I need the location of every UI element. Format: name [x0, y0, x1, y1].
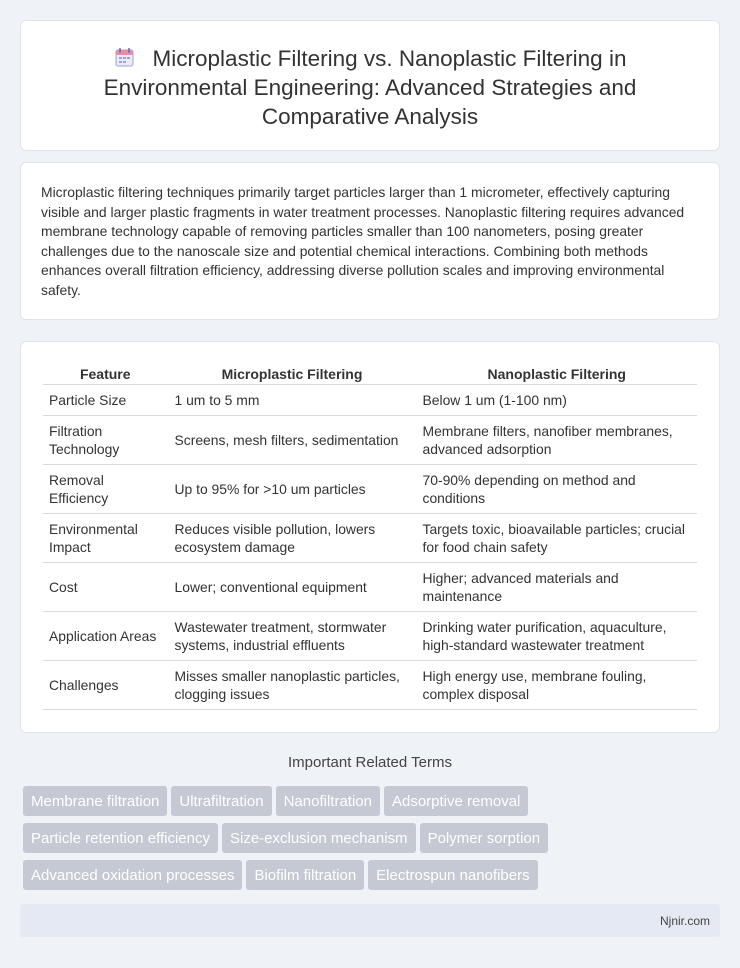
cell-nanoplastic: Below 1 um (1-100 nm)	[416, 385, 697, 416]
cell-microplastic: Misses smaller nanoplastic particles, clogging issues	[168, 661, 416, 710]
term-tag[interactable]: Adsorptive removal	[384, 786, 528, 816]
cell-feature: Environmental Impact	[43, 514, 168, 563]
footer	[20, 904, 720, 937]
cell-microplastic: Up to 95% for >10 um particles	[168, 465, 416, 514]
cell-nanoplastic: High energy use, membrane fouling, complex disposal	[416, 661, 697, 710]
footer-site-link[interactable]: Njnir.com	[659, 914, 710, 928]
cell-microplastic: Reduces visible pollution, lowers ecosystem damage	[168, 514, 416, 563]
cell-feature: Challenges	[43, 661, 168, 710]
term-tag[interactable]: Ultrafiltration	[171, 786, 271, 816]
cell-microplastic: 1 um to 5 mm	[168, 385, 416, 416]
cell-feature: Filtration Technology	[43, 416, 168, 465]
term-tag[interactable]: Nanofiltration	[276, 786, 380, 816]
table-row	[43, 563, 697, 612]
table-row	[43, 465, 697, 514]
term-tag[interactable]: Biofilm filtration	[246, 860, 364, 890]
table-row	[43, 416, 697, 465]
intro-paragraph: Microplastic filtering techniques primarily target particles larger than 1 micrometer, effectively capturing visible and larger plastic fragments in water treatment processes. Nanoplastic filtering requires advanced membrane technology capable of removing particles smaller than 100 nanometers, posing greater challenges due to the nanoscale size and potential chemical interactions. Combining both methods enhances overall filtration efficiency, addressing diverse pollution scales and improving environmental safety.	[41, 184, 685, 298]
table-header-row	[43, 362, 697, 385]
cell-nanoplastic: Higher; advanced materials and maintenance	[416, 563, 697, 612]
cell-nanoplastic: Targets toxic, bioavailable particles; crucial for food chain safety	[416, 514, 697, 563]
table-row	[43, 661, 697, 710]
header-nanoplastic: Nanoplastic Filtering	[416, 362, 697, 385]
term-tag[interactable]: Size-exclusion mechanism	[222, 823, 416, 853]
cell-microplastic: Wastewater treatment, stormwater systems, industrial effluents	[168, 612, 416, 661]
page-title	[21, 44, 719, 131]
term-tag[interactable]: Electrospun nanofibers	[368, 860, 537, 890]
comparison-table	[43, 362, 697, 710]
comparison-table-card	[20, 341, 720, 733]
cell-feature: Removal Efficiency	[43, 465, 168, 514]
title-text: Microplastic Filtering vs. Nanoplastic Filtering in Environmental Engineering: Advanced Strategies and Comparative Analysis	[103, 46, 637, 129]
header-feature: Feature	[43, 362, 168, 385]
term-tag[interactable]: Membrane filtration	[23, 786, 167, 816]
related-terms-heading: Important Related Terms	[288, 754, 452, 771]
table-row	[43, 514, 697, 563]
cell-nanoplastic: 70-90% depending on method and conditions	[416, 465, 697, 514]
cell-microplastic: Lower; conventional equipment	[168, 563, 416, 612]
cell-feature: Application Areas	[43, 612, 168, 661]
cell-nanoplastic: Drinking water purification, aquaculture, high-standard wastewater treatment	[416, 612, 697, 661]
header-microplastic: Microplastic Filtering	[168, 362, 416, 385]
term-tag[interactable]: Particle retention efficiency	[23, 823, 218, 853]
title-card	[20, 20, 720, 151]
cell-microplastic: Screens, mesh filters, sedimentation	[168, 416, 416, 465]
table-row	[43, 612, 697, 661]
term-tag[interactable]: Advanced oxidation processes	[23, 860, 242, 890]
table-row	[43, 385, 697, 416]
cell-feature: Particle Size	[43, 385, 168, 416]
term-tag[interactable]: Polymer sorption	[420, 823, 549, 853]
cell-feature: Cost	[43, 563, 168, 612]
intro-card	[20, 162, 720, 320]
calendar-icon	[114, 46, 135, 67]
cell-nanoplastic: Membrane filters, nanofiber membranes, advanced adsorption	[416, 416, 697, 465]
related-terms-list	[23, 786, 723, 897]
